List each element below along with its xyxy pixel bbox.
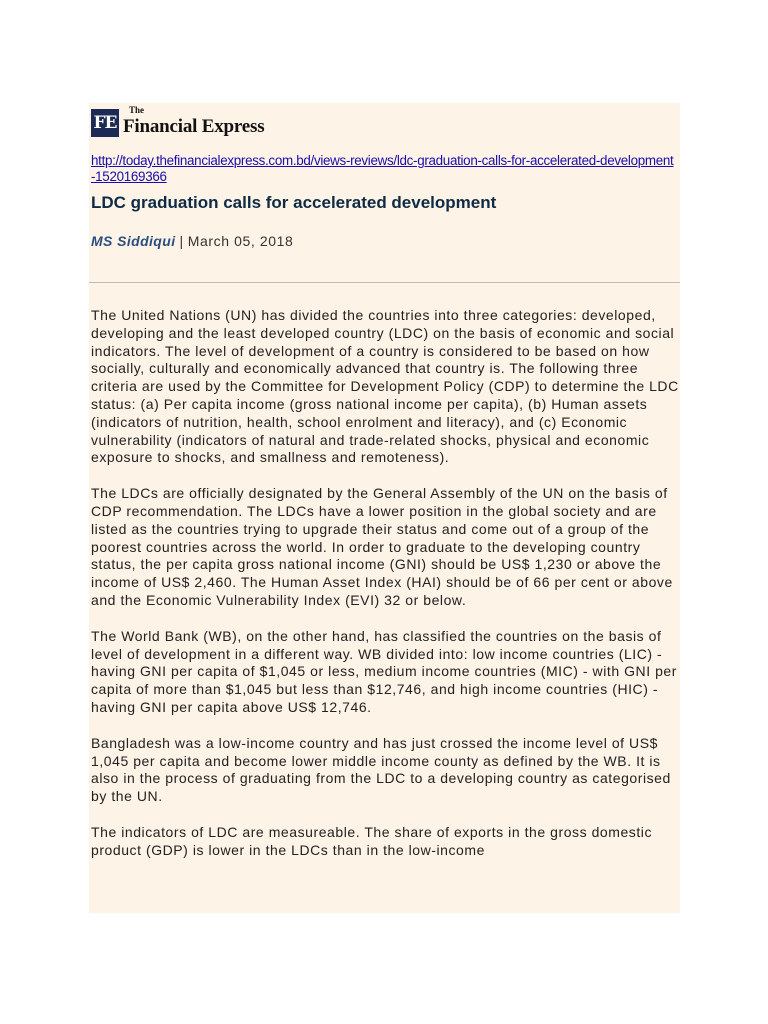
body-paragraph-1: The United Nations (UN) has divided the countries into three categories: developed, developing and the least developed country (LDC) on the basis of economic and social indicators. The level of development of a country is considered to be based on how socially, culturally and economically advanced that country is. The following three criteria are used by the Committee for Development Policy (CDP) to determine the LDC status: (a) Per capita income (gross national income per capita), (b) Human assets (indicators of nutrition, health, school enrolment and literacy), and (c) Economic vulnerability (indicators of natural and trade-related shocks, physical and economic exposure to shocks, and smallness and remoteness). bbox=[91, 307, 679, 466]
document-page bbox=[89, 103, 680, 913]
byline bbox=[91, 233, 293, 249]
body-paragraph-3: The World Bank (WB), on the other hand, has classified the countries on the basis of level of development in a different way. WB divided into: low income countries (LIC) - having GNI per capita of $1,045 or less, medium income countries (MIC) - with GNI per capita of more than $1,045 but less than $12,746, and high income countries (HIC) -having GNI per capita above US$ 12,746. bbox=[91, 627, 677, 715]
masthead bbox=[91, 107, 323, 137]
body-paragraph-4: Bangladesh was a low-income country and has just crossed the income level of US$ 1,045 per capita and become lower middle income county as defined by the WB. It is also in the process of graduating from the LDC to a developing country as categorised by the UN. bbox=[91, 734, 671, 805]
article-headline: LDC graduation calls for accelerated development bbox=[91, 193, 497, 212]
body-paragraph-2: The LDCs are officially designated by the General Assembly of the UN on the basis of CDP recommendation. The LDCs have a lower position in the global society and are listed as the countries trying to upgrade their status and come out of a group of the poorest countries across the world. In order to graduate to the developing country status, the per capita gross national income (GNI) should be US$ 1,230 or above the income of US$ 2,460. The Human Asset Index (HAI) should be of 66 per cent or above and the Economic Vulnerability Index (EVI) 32 or below. bbox=[91, 485, 673, 608]
brand-name: Financial Express bbox=[123, 116, 265, 137]
brand-wordmark bbox=[123, 107, 323, 137]
source-url-link[interactable]: http://today.thefinancialexpress.com.bd/views-reviews/ldc-graduation-calls-for-accelerated-development-1520169366 bbox=[91, 153, 674, 184]
fe-logo: FE bbox=[91, 109, 119, 137]
header-divider bbox=[89, 282, 680, 283]
author-name[interactable]: MS Siddiqui bbox=[91, 233, 176, 249]
brand-prefix: The bbox=[129, 105, 145, 115]
article-body bbox=[91, 307, 680, 878]
publish-date: March 05, 2018 bbox=[187, 233, 294, 249]
byline-separator: | bbox=[179, 233, 184, 249]
body-paragraph-5: The indicators of LDC are measureable. The share of exports in the gross domestic product (GDP) is lower in the LDCs than in the low-income bbox=[91, 823, 652, 858]
